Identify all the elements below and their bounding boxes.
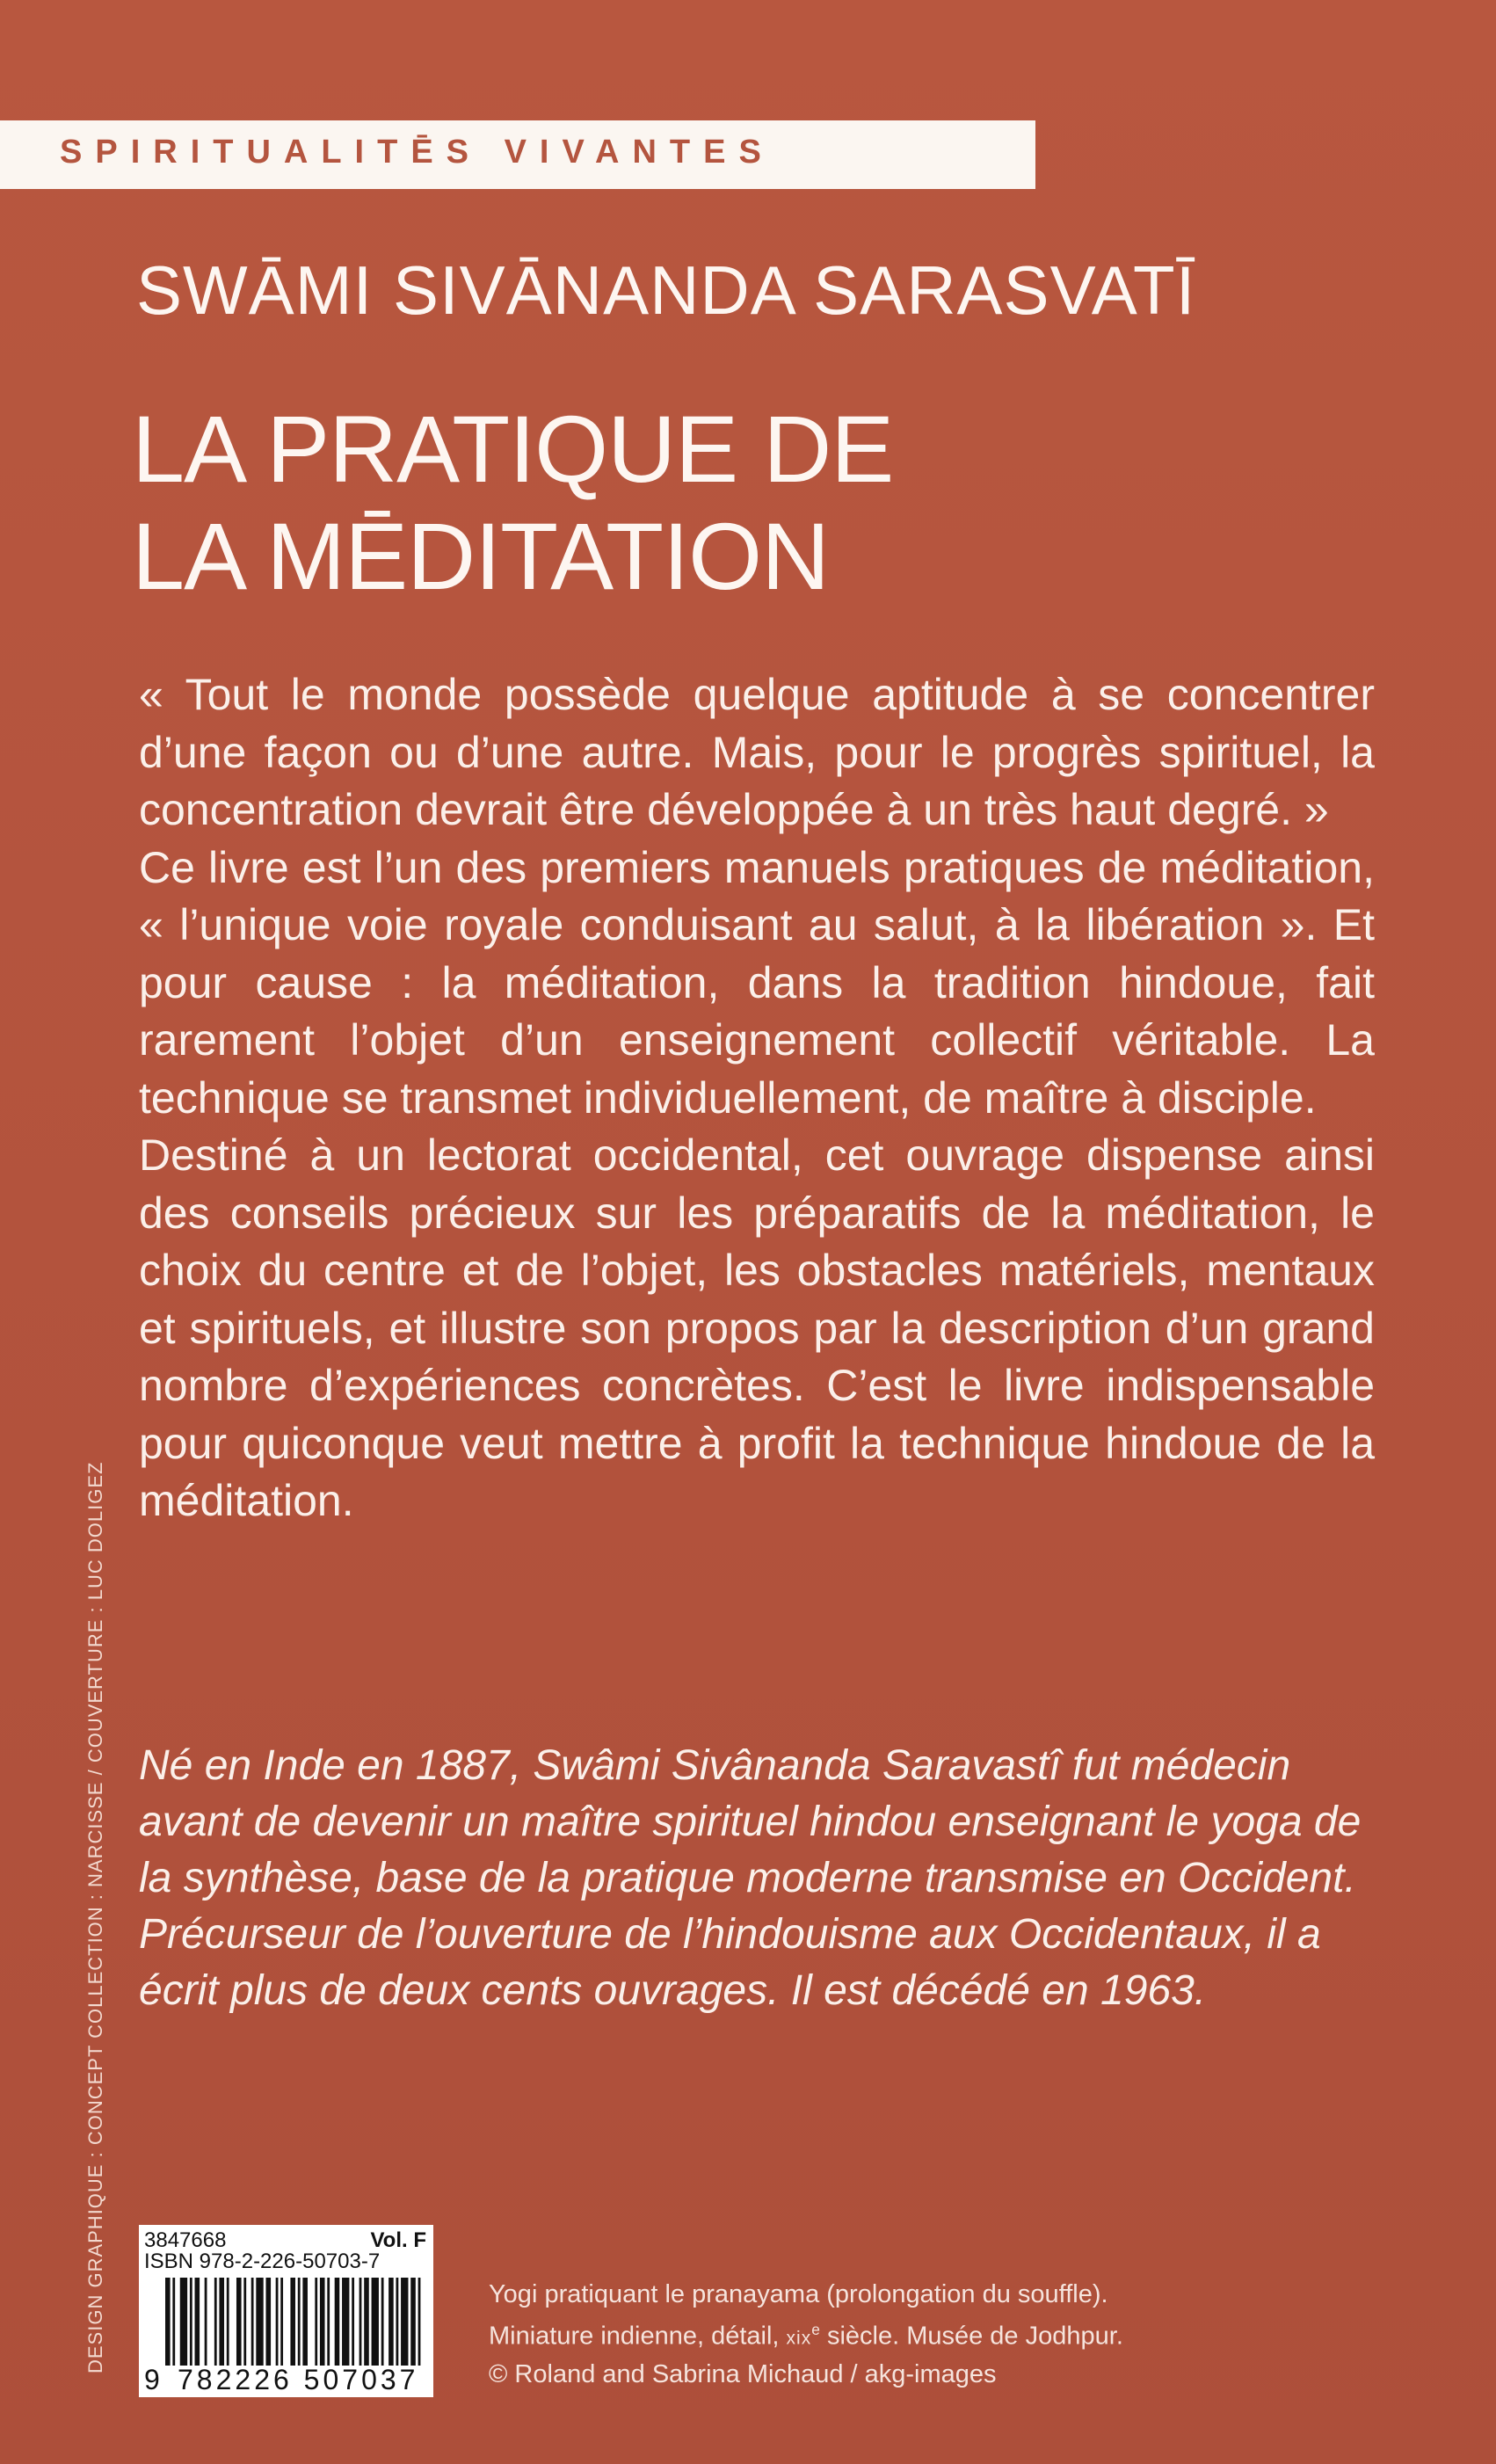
book-title-line-1: LA PRATIQUE DE (132, 396, 894, 502)
blurb-paragraph-2: Destiné à un lectorat occidental, cet ouvrage dispense ainsi des conseils précieux sur les préparatifs de la méditation, le choix du centre et de l’objet, les obstacles matériels, mentaux et spirituels, et illustre son propos par la description d’un grand nombre d’expériences concrètes. C’est le livre indispensable pour quiconque veut mettre à profit la technique hindoue de la méditation. (139, 1130, 1375, 1525)
barcode-bar (302, 2278, 308, 2366)
barcode-bar (381, 2278, 384, 2366)
author-bio: Né en Inde en 1887, Swâmi Sivânanda Saravastî fut médecin avant de devenir un maître spirituel hindou enseignant le yoga de la synthèse, base de la pratique moderne transmise en Occident. Précurseur de l’ouverture de l’hindouisme aux Occidentaux, il a écrit plus de deux cents ouvrages. Il est décédé en 1963. (139, 1742, 1362, 2014)
barcode-bar (396, 2278, 398, 2366)
barcode-bar (236, 2278, 242, 2366)
barcode-bar (320, 2278, 325, 2366)
barcode-bar (342, 2278, 349, 2366)
barcode-bar (335, 2278, 340, 2366)
barcode-first-digit: 9 (144, 2364, 160, 2395)
barcode-bar (327, 2278, 330, 2366)
barcode-bar (172, 2278, 175, 2366)
barcode-bar (359, 2278, 362, 2366)
barcode-label (139, 2225, 433, 2397)
barcode-bar (256, 2278, 263, 2366)
barcode-bar (290, 2278, 295, 2366)
barcode-bar (352, 2278, 354, 2366)
caption-line-1: Yogi pratiquant le pranayama (prolongation du souffle). (489, 2280, 1108, 2308)
barcode-bar (227, 2278, 229, 2366)
book-title-line-2: LA MĒDITATION (132, 503, 830, 609)
design-credits: DESIGN GRAPHIQUE : CONCEPT COLLECTION : NARCISSE / COUVERTURE : LUC DOLIGEZ (84, 1461, 106, 2373)
barcode-bar (219, 2278, 224, 2366)
barcode-bar (389, 2278, 394, 2366)
product-code: 3847668 (144, 2228, 227, 2252)
barcode-bar (401, 2278, 408, 2366)
barcode-icon (165, 2278, 425, 2366)
barcode-bar (195, 2278, 200, 2366)
barcode-bar (372, 2278, 379, 2366)
volume-label: Vol. F (370, 2228, 426, 2252)
barcode-bar (364, 2278, 369, 2366)
barcode-bar (190, 2278, 192, 2366)
barcode-bar (280, 2278, 283, 2366)
series-name: SPIRITUALITĒS VIVANTES (60, 134, 774, 171)
caption-line-2: Miniature indienne, détail, xix$^e$ siècle. Musée de Jodhpur. (489, 2321, 1123, 2351)
barcode-digits: 782226 507037 (178, 2364, 419, 2395)
cover-image-caption (489, 2277, 1368, 2392)
barcode-bar (410, 2278, 416, 2366)
barcode-bar (165, 2278, 171, 2366)
barcode-bar (214, 2278, 217, 2366)
book-title (132, 396, 893, 610)
barcode-bar (276, 2278, 279, 2366)
barcode-bar (205, 2278, 207, 2366)
barcode-bar (418, 2278, 421, 2366)
barcode-bar (180, 2278, 187, 2366)
barcode-bar (251, 2278, 254, 2366)
isbn: ISBN 978-2-226-50703-7 (144, 2250, 381, 2273)
caption-line-3: © Roland and Sabrina Michaud / akg-images (489, 2359, 997, 2388)
blurb (139, 666, 1375, 1530)
barcode-bar (315, 2278, 317, 2366)
blurb-paragraph-1: Ce livre est l’un des premiers manuels pratiques de méditation, « l’unique voie royale conduisant au salut, à la libération ». Et pour cause : la méditation, dans la tradition hindoue, fait rarement l’objet d’un enseignement collectif véritable. La technique se transmet individuellement, de maître à disciple. (139, 842, 1375, 1123)
blurb-quote: « Tout le monde possède quelque aptitude à se concentrer d’une façon ou d’une autre. Mais, pour le progrès spirituel, la concentration devrait être développée à un très haut degré. » (139, 670, 1375, 834)
barcode-bar (298, 2278, 301, 2366)
author-name: SWĀMI SIVĀNANDA SARASVATĪ (136, 251, 1196, 329)
barcode-bar (243, 2278, 246, 2366)
barcode-bar (265, 2278, 271, 2366)
